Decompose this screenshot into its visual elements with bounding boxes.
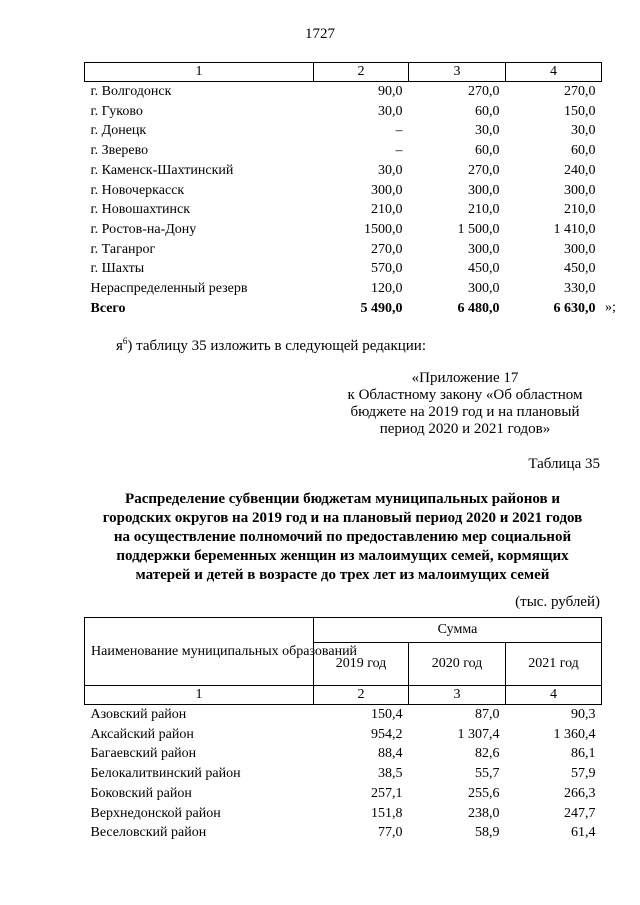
municipality-name-cell: г. Волгодонск — [90, 84, 172, 99]
table-row — [85, 705, 602, 725]
value-2021-cell: 1 410,0 — [553, 221, 596, 237]
table-row — [85, 240, 602, 260]
table-row — [85, 200, 602, 220]
municipality-name-cell: Белокалитвинский район — [90, 766, 241, 782]
title-line: на осуществление полномочий по предоставлению мер социальной — [113, 529, 572, 545]
value-2019-cell: 1500,0 — [364, 221, 403, 237]
municipality-name-cell: Аксайский район — [90, 726, 194, 742]
municipality-name-cell: г. Новочеркасск — [90, 182, 185, 198]
main-table-index-row — [85, 686, 602, 705]
main-table — [84, 617, 602, 843]
table-row — [85, 161, 602, 181]
table-row — [85, 784, 602, 804]
value-2021-cell: 330,0 — [564, 281, 596, 297]
value-2021-cell: 6 630,0 — [553, 300, 596, 316]
municipality-name-cell: г. Таганрог — [90, 241, 156, 257]
header-sum: Сумма — [314, 618, 602, 643]
value-2019-cell: 270,0 — [371, 241, 403, 257]
value-2019-cell: 570,0 — [371, 261, 403, 277]
value-2019-cell: – — [395, 123, 403, 139]
value-2021-cell: 270,0 — [564, 84, 596, 99]
value-2019-cell: 257,1 — [371, 785, 403, 801]
value-2021-cell: 247,7 — [564, 805, 596, 821]
municipality-name-cell: Боковский район — [90, 785, 192, 801]
header-municipality-name: Наименование муниципальных образований — [85, 618, 314, 686]
value-2020-cell: 255,6 — [468, 785, 500, 801]
value-2019-cell: 954,2 — [371, 726, 403, 742]
title-line: Распределение субвенции бюджетам муниципальных районов и — [125, 491, 560, 507]
value-2019-cell: 77,0 — [378, 825, 403, 841]
instruction-text: ) таблицу 35 изложить в следующей редакции: — [127, 338, 426, 354]
value-2021-cell: 300,0 — [564, 241, 596, 257]
column-number-3: 3 — [409, 63, 506, 82]
municipality-name-cell: Верхнедонской район — [90, 805, 221, 821]
value-2019-cell: 90,0 — [378, 84, 403, 99]
table-row — [85, 804, 602, 824]
table-row — [85, 823, 602, 843]
header-year-2019: 2019 год — [314, 643, 409, 686]
table-row — [85, 299, 602, 319]
appendix-heading — [330, 370, 600, 438]
column-number-1: 1 — [85, 686, 314, 705]
appendix-line: к Областному закону «Об областном — [347, 387, 583, 403]
value-2019-cell: 210,0 — [371, 202, 403, 218]
value-2020-cell: 60,0 — [475, 143, 500, 159]
value-2019-cell: 150,4 — [371, 707, 403, 722]
title-line: поддержки беременных женщин из малоимущих семей, кормящих — [116, 548, 569, 564]
municipality-name-cell: г. Зверево — [90, 143, 149, 159]
column-number-4: 4 — [506, 63, 602, 82]
value-2021-cell: 150,0 — [564, 103, 596, 119]
value-2019-cell: 5 490,0 — [360, 300, 403, 316]
column-number-1: 1 — [85, 63, 314, 82]
table-row — [85, 259, 602, 279]
value-2021-cell: 60,0 — [571, 143, 596, 159]
value-2019-cell: 30,0 — [378, 103, 403, 119]
title-line: городских округов на 2019 год и на плановый период 2020 и 2021 годов — [102, 510, 583, 526]
value-2020-cell: 270,0 — [468, 84, 500, 99]
value-2021-cell: 210,0 — [564, 202, 596, 218]
table-row — [85, 279, 602, 299]
table-row — [85, 764, 602, 784]
value-2020-cell: 58,9 — [475, 825, 500, 841]
value-2020-cell: 300,0 — [468, 182, 500, 198]
value-2020-cell: 87,0 — [475, 707, 500, 722]
value-2019-cell: 30,0 — [378, 162, 403, 178]
instruction-letter: я — [116, 338, 123, 354]
column-number-3: 3 — [409, 686, 506, 705]
value-2020-cell: 60,0 — [475, 103, 500, 119]
value-2020-cell: 6 480,0 — [457, 300, 500, 316]
value-2020-cell: 1 500,0 — [457, 221, 500, 237]
units-label: (тыс. рублей) — [515, 594, 600, 610]
municipality-name-cell: г. Шахты — [90, 261, 145, 277]
value-2021-cell: 86,1 — [571, 746, 596, 762]
value-2020-cell: 55,7 — [475, 766, 500, 782]
table-row — [85, 82, 602, 102]
main-table-header-row — [85, 618, 602, 643]
value-2021-cell: 90,3 — [571, 707, 596, 722]
value-2019-cell: 151,8 — [371, 805, 403, 821]
value-2019-cell: 300,0 — [371, 182, 403, 198]
appendix-line: «Приложение 17 — [411, 370, 519, 386]
appendix-line: бюджете на 2019 год и на плановый — [350, 404, 580, 420]
municipality-name-cell: Азовский район — [90, 707, 187, 722]
value-2021-cell: 1 360,4 — [553, 726, 596, 742]
municipality-name-cell: г. Ростов-на-Дону — [90, 221, 197, 237]
value-2021-cell: 61,4 — [571, 825, 596, 841]
municipality-name-cell: Багаевский район — [90, 746, 197, 762]
page-number: 1727 — [305, 26, 335, 42]
value-2020-cell: 300,0 — [468, 281, 500, 297]
table-row — [85, 121, 602, 141]
table-label: Таблица 35 — [528, 456, 600, 472]
municipality-name-cell: Всего — [90, 300, 126, 316]
value-2020-cell: 450,0 — [468, 261, 500, 277]
table-row — [85, 744, 602, 764]
municipality-name-cell: Нераспределенный резерв — [90, 281, 248, 297]
instruction-superscript: 6 — [122, 336, 128, 346]
title-line: матерей и детей в возрасте до трех лет из малоимущих семей — [135, 567, 550, 583]
amendment-instruction — [116, 336, 426, 355]
value-2019-cell: 88,4 — [378, 746, 403, 762]
top-table-header-row — [85, 63, 602, 82]
appendix-line: период 2020 и 2021 годов» — [379, 421, 551, 437]
table-title — [84, 490, 601, 585]
value-2020-cell: 270,0 — [468, 162, 500, 178]
header-year-2020: 2020 год — [409, 643, 506, 686]
municipality-name-cell: г. Каменск-Шахтинский — [90, 162, 234, 178]
value-2021-cell: 300,0 — [564, 182, 596, 198]
value-2020-cell: 30,0 — [475, 123, 500, 139]
value-2021-cell: 450,0 — [564, 261, 596, 277]
value-2019-cell: – — [395, 143, 403, 159]
table-row — [85, 102, 602, 122]
value-2020-cell: 300,0 — [468, 241, 500, 257]
value-2020-cell: 1 307,4 — [457, 726, 500, 742]
value-2021-cell: 266,3 — [564, 785, 596, 801]
value-2019-cell: 38,5 — [378, 766, 403, 782]
value-2019-cell: 120,0 — [371, 281, 403, 297]
municipality-name-cell: г. Донецк — [90, 123, 147, 139]
closing-quote-mark: »; — [605, 300, 616, 315]
value-2020-cell: 210,0 — [468, 202, 500, 218]
value-2021-cell: 30,0 — [571, 123, 596, 139]
value-2020-cell: 82,6 — [475, 746, 500, 762]
header-year-2021: 2021 год — [506, 643, 602, 686]
value-2021-cell: 57,9 — [571, 766, 596, 782]
value-2020-cell: 238,0 — [468, 805, 500, 821]
column-number-2: 2 — [314, 63, 409, 82]
top-table — [84, 62, 602, 318]
table-row — [85, 725, 602, 745]
column-number-4: 4 — [506, 686, 602, 705]
table-row — [85, 220, 602, 240]
municipality-name-cell: г. Новошахтинск — [90, 202, 191, 218]
municipality-name-cell: Веселовский район — [90, 825, 207, 841]
table-row — [85, 181, 602, 201]
value-2021-cell: 240,0 — [564, 162, 596, 178]
table-row — [85, 141, 602, 161]
column-number-2: 2 — [314, 686, 409, 705]
municipality-name-cell: г. Гуково — [90, 103, 143, 119]
